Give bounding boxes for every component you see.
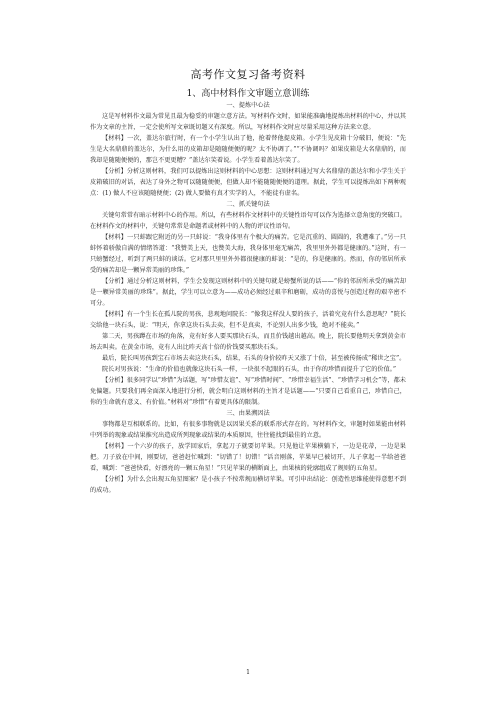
paragraph: 【材料】一只蚌跟它附近的另一只蚌说：“我身体里有个极大的痛苦。它是沉重的、圆圆的，我遭难了。”另一只蚌怀着骄傲自满的情绪答道：“我赞美上天，也赞美大海，我身体里毫无痛苦，我里里外外都是健康的。”这时，有一只螃蟹经过，听到了两只蚌的谈话。它对那只里里外外都很健康的蚌说：“是的，你是健康的。然而，你的邻居所承受的痛苦却是一颗异常美丽的珍珠。” (90, 234, 406, 274)
paragraph: 【分析】为什么会出现五角星图案？是小孩子不按常规而横切苹果。可引申出结论：创造性思维能使得意想不到的成功。 (90, 476, 406, 494)
paragraph: 【分析】很多同学以“珍惜”为话题，写“珍惜友谊”、写“珍惜时间”、“珍惜幸福生活”、“珍惜学习机会”等，都未免偏题。只要我们再全面深入地进行分析，就会明白这则材料的主旨才是话题——“只要自己看重自己，珍惜自己，你的生命就有意义、有价值。”材料对“珍惜”有着更具体的限制。 (90, 377, 406, 406)
document-body (90, 100, 406, 496)
document-subtitle: 1、高中材料作文审题立意训练 (186, 89, 310, 99)
paragraph: 第二天，男孩蹲在市场的角落，竟有好多人要买那块石头，而且价钱越出越高。晚上，院长要他明天拿到黄金市场去叫卖。在黄金市场，竟有人出比昨天高十倍的价钱要买那块石头。 (90, 333, 406, 351)
paragraph: 这是写材料作文最为常见且最为稳妥的审题立意方法。写材料作文时，如果能准确地提炼出材料的中心，并以其作为文章的主旨，一定会使所写文章既切题又有深度。所以，写材料作文时应尽量采用这种方法来立意。 (90, 113, 406, 131)
paragraph: 【分析】通过分析这则材料，学生会发现这则材料中的关键句就是螃蟹所说的话——“你的邻居所承受的痛苦却是一颗异常美丽的珍珠”。据此，学生可以立意为——成功必须经过艰辛和磨砺，成功的喜悦与创造过程的艰辛密不可分。 (90, 278, 406, 307)
paragraph: 【材料】一次，盖达尔旅行时，有一个小学生认出了他，抢着替他提皮箱。小学生见皮箱十分破旧，便说：“先生是大名鼎鼎的盖达尔，为什么用的皮箱却是随随便便的呢？太不协调了。”“不协调吗？如果皮箱是大名鼎鼎的，而我却是随随便便的，那岂不更更糟？”盖达尔笑着说。小学生看着盖达尔笑了。 (90, 135, 406, 164)
section-heading: 一、提炼中心法 (226, 102, 270, 109)
paragraph: 【材料】一个六岁的孩子，放学回家后，拿起刀子就要切苹果。只见他让苹果横躺下，一边是花蒂，一边是果把。刀子放在中间，刚要切，爸爸赶忙喊到：“切错了！切错！”话音刚落，苹果早已被切开，儿子拿起一半给爸爸看，喊到：“爸爸快看，好漂亮的一颗五角星！”只见苹果的横断面上，由果核的轮廓组成了规则的五角星。 (90, 443, 406, 472)
section-heading: 三、由果溯因法 (226, 410, 270, 417)
page-number: 1 (246, 669, 250, 676)
paragraph: 【材料】有一个生长在孤儿院的男孩，悲观地问院长：“像我这样没人要的孩子，活着究竟有什么意思呢？”院长交给他一块石头，说：“明天，你拿这块石头去卖，但不是真卖，不论别人出多少钱，绝对不能卖。” (90, 311, 406, 329)
document-title: 高考作文复习备考资料 (190, 68, 306, 81)
paragraph: 【分析】分析这则材料，我们可以提炼出这则材料的中心思想：这则材料通过写大名鼎鼎的盖达尔和小学生关于皮箱破旧的对话，表达了身外之物可以随随便便，但做人却不能随随便便的道理。据此，学生可以提炼出如下两种观点：(1) 做人不应该随随便便；(2) 做人要做有真才实学的人，不能徒有虚名。 (90, 168, 406, 197)
paragraph: 关键句常常有暗示材料中心的作用。所以，有些材料作文材料中的关键性语句可以作为选择立意角度的突破口。在材料作文的材料中，关键句常常是命题者或材料中的人物的评议性语句。 (90, 212, 406, 230)
paragraph: 院长对男孩说：“生命的价值也就像这块石头一样，一块很不起眼的石头，由于你的珍惜而提升了它的价值。” (102, 366, 397, 373)
section-heading: 二、抓关键句法 (226, 201, 270, 208)
paragraph: 事物都是互相联系的。比如，有很多事物就是以因果关系的联系形式存在的。写材料作文，审题时如果能由材料中列举的现象或结果推究出造成所列现象或结果的本质原因，往往能找到最佳的立意。 (90, 421, 406, 439)
paragraph: 最后，院长叫男孩到宝石市场去卖这块石头，结果，石头的身价较昨天又涨了十倍，甚至被传扬成“稀世之宝”。 (102, 355, 406, 362)
